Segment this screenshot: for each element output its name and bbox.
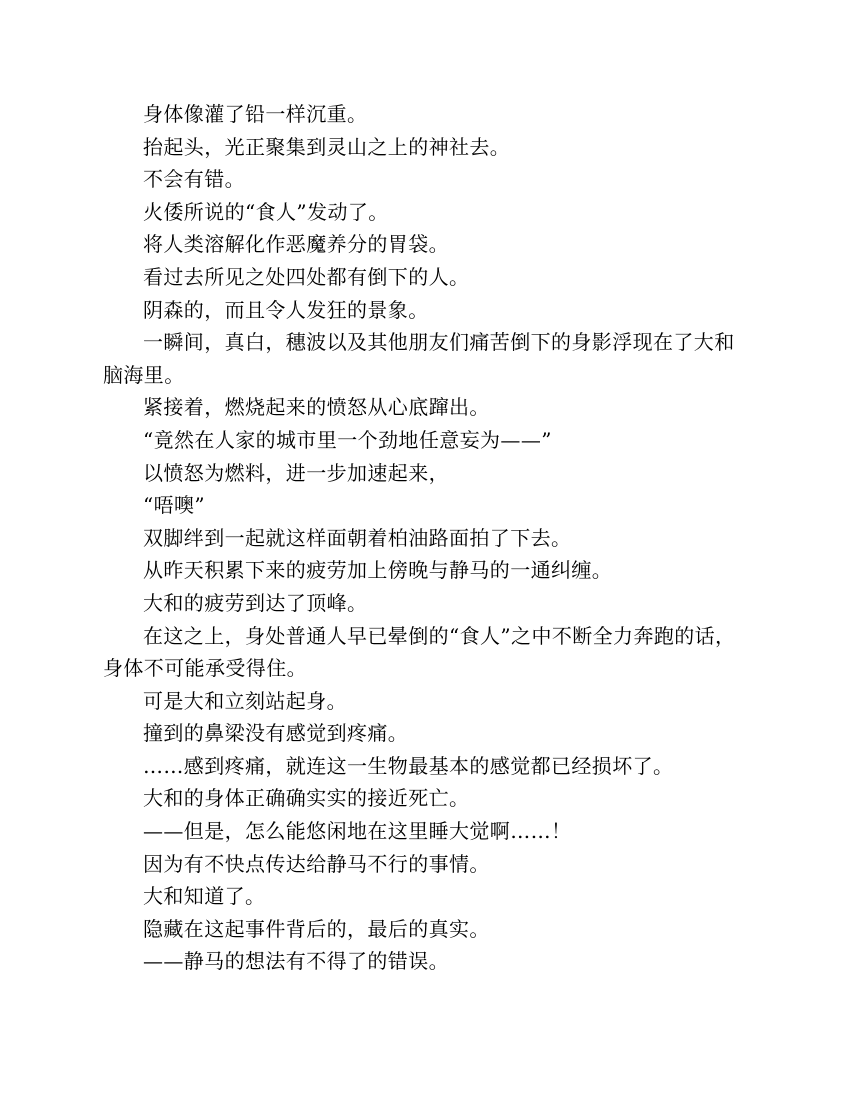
paragraph: 火倭所说的“食人”发动了。	[143, 199, 389, 224]
paragraph: 因为有不快点传达给静马不行的事情。	[143, 851, 490, 876]
paragraph: 大和知道了。	[143, 884, 266, 909]
document-page	[103, 98, 748, 978]
paragraph: 双脚绊到一起就这样面朝着柏油路面拍了下去。	[143, 525, 572, 550]
paragraph: 抬起头，光正聚集到灵山之上的神社去。	[143, 134, 511, 159]
paragraph: 不会有错。	[143, 167, 245, 192]
paragraph: 撞到的鼻梁没有感觉到疼痛。	[143, 721, 409, 746]
paragraph: 看过去所见之处四处都有倒下的人。	[143, 264, 470, 289]
paragraph: ——静马的想法有不得了的错误。	[143, 949, 449, 974]
paragraph: 可是大和立刻站起身。	[143, 688, 347, 713]
paragraph: 将人类溶解化作恶魔养分的胃袋。	[143, 232, 449, 257]
paragraph: 在这之上，身处普通人早已晕倒的“食人”之中不断全力奔跑的话，身体不可能承受得住。	[103, 623, 736, 681]
paragraph: ——但是，怎么能悠闲地在这里睡大觉啊……！	[143, 819, 572, 844]
paragraph: “竟然在人家的城市里一个劲地任意妄为——”	[143, 427, 552, 452]
paragraph: ……感到疼痛，就连这一生物最基本的感觉都已经损坏了。	[143, 753, 674, 778]
paragraph: 大和的疲劳到达了顶峰。	[143, 590, 368, 615]
paragraph: 一瞬间，真白，穗波以及其他朋友们痛苦倒下的身影浮现在了大和脑海里。	[103, 330, 735, 387]
paragraph: 大和的身体正确确实实的接近死亡。	[143, 786, 470, 811]
paragraph: 从昨天积累下来的疲劳加上傍晚与静马的一通纠缠。	[143, 558, 613, 583]
paragraph: 阴森的，而且令人发狂的景象。	[143, 297, 429, 322]
paragraph: 以愤怒为燃料，进一步加速起来，	[143, 460, 449, 485]
paragraph: 紧接着，燃烧起来的愤怒从心底蹿出。	[143, 395, 490, 420]
paragraph: 隐藏在这起事件背后的，最后的真实。	[143, 916, 490, 941]
paragraph: 身体像灌了铅一样沉重。	[143, 102, 368, 126]
paragraph: “唔噢”	[143, 493, 206, 518]
